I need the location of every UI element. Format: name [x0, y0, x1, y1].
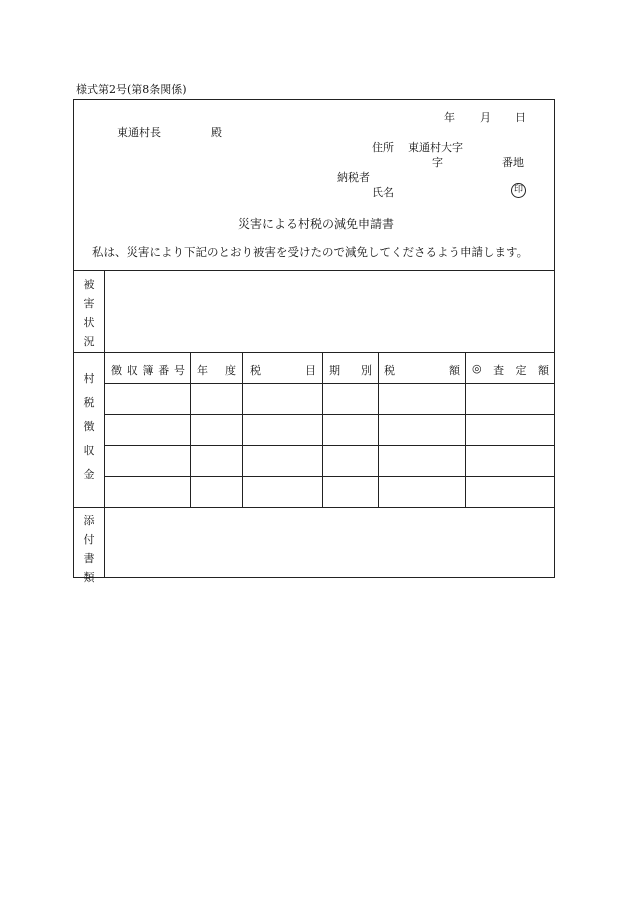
form-title: 災害による村税の減免申請書: [238, 217, 395, 231]
banchi-label: 番地: [502, 156, 524, 169]
taxpayer-label: 納税者: [337, 171, 370, 184]
seal-mark: 印: [511, 183, 526, 198]
table-row-line: [104, 476, 555, 477]
date-year: 年: [444, 111, 455, 124]
section-label-tax: 村 税 徴 収 金: [83, 372, 95, 481]
table-column-line: [465, 352, 466, 507]
date-month: 月: [480, 111, 491, 124]
column-header-assessed-amount: ◎ 査 定 額: [472, 362, 549, 377]
column-header-period: 期 別: [329, 364, 372, 377]
address-prefix: 東通村大字: [408, 141, 463, 154]
column-header-ledger-number: 徴 収 簿 番 号: [111, 364, 185, 377]
table-column-line: [378, 352, 379, 507]
table-column-line: [242, 352, 243, 507]
addressee-honorific: 殿: [211, 126, 222, 139]
attachments-field[interactable]: [106, 509, 553, 576]
date-day: 日: [515, 111, 526, 124]
label-column-divider: [104, 270, 105, 578]
table-row-line: [104, 414, 555, 415]
column-header-tax-amount: 税 額: [384, 364, 460, 377]
table-row-line: [104, 383, 555, 384]
application-statement: 私は、災害により下記のとおり被害を受けたので減免してくださるよう申請します。: [92, 245, 529, 259]
column-header-fiscal-year: 年 度: [197, 364, 236, 377]
aza-label: 字: [432, 156, 443, 169]
table-column-line: [322, 352, 323, 507]
addressee-name: 東通村長: [117, 126, 161, 139]
table-row-line: [104, 445, 555, 446]
section-label-attachments: 添 付 書 類: [83, 514, 95, 584]
divider-damage: [73, 352, 555, 353]
column-header-tax-item: 税 目: [250, 364, 316, 377]
form-number-label: 様式第2号(第8条関係): [76, 83, 187, 96]
damage-details-field[interactable]: [106, 272, 553, 350]
divider-tax: [73, 507, 555, 508]
section-label-damage: 被 害 状 況: [83, 278, 95, 348]
table-column-line: [190, 352, 191, 507]
address-label: 住所: [372, 141, 394, 154]
name-label: 氏名: [372, 186, 394, 199]
divider-header: [73, 270, 555, 271]
